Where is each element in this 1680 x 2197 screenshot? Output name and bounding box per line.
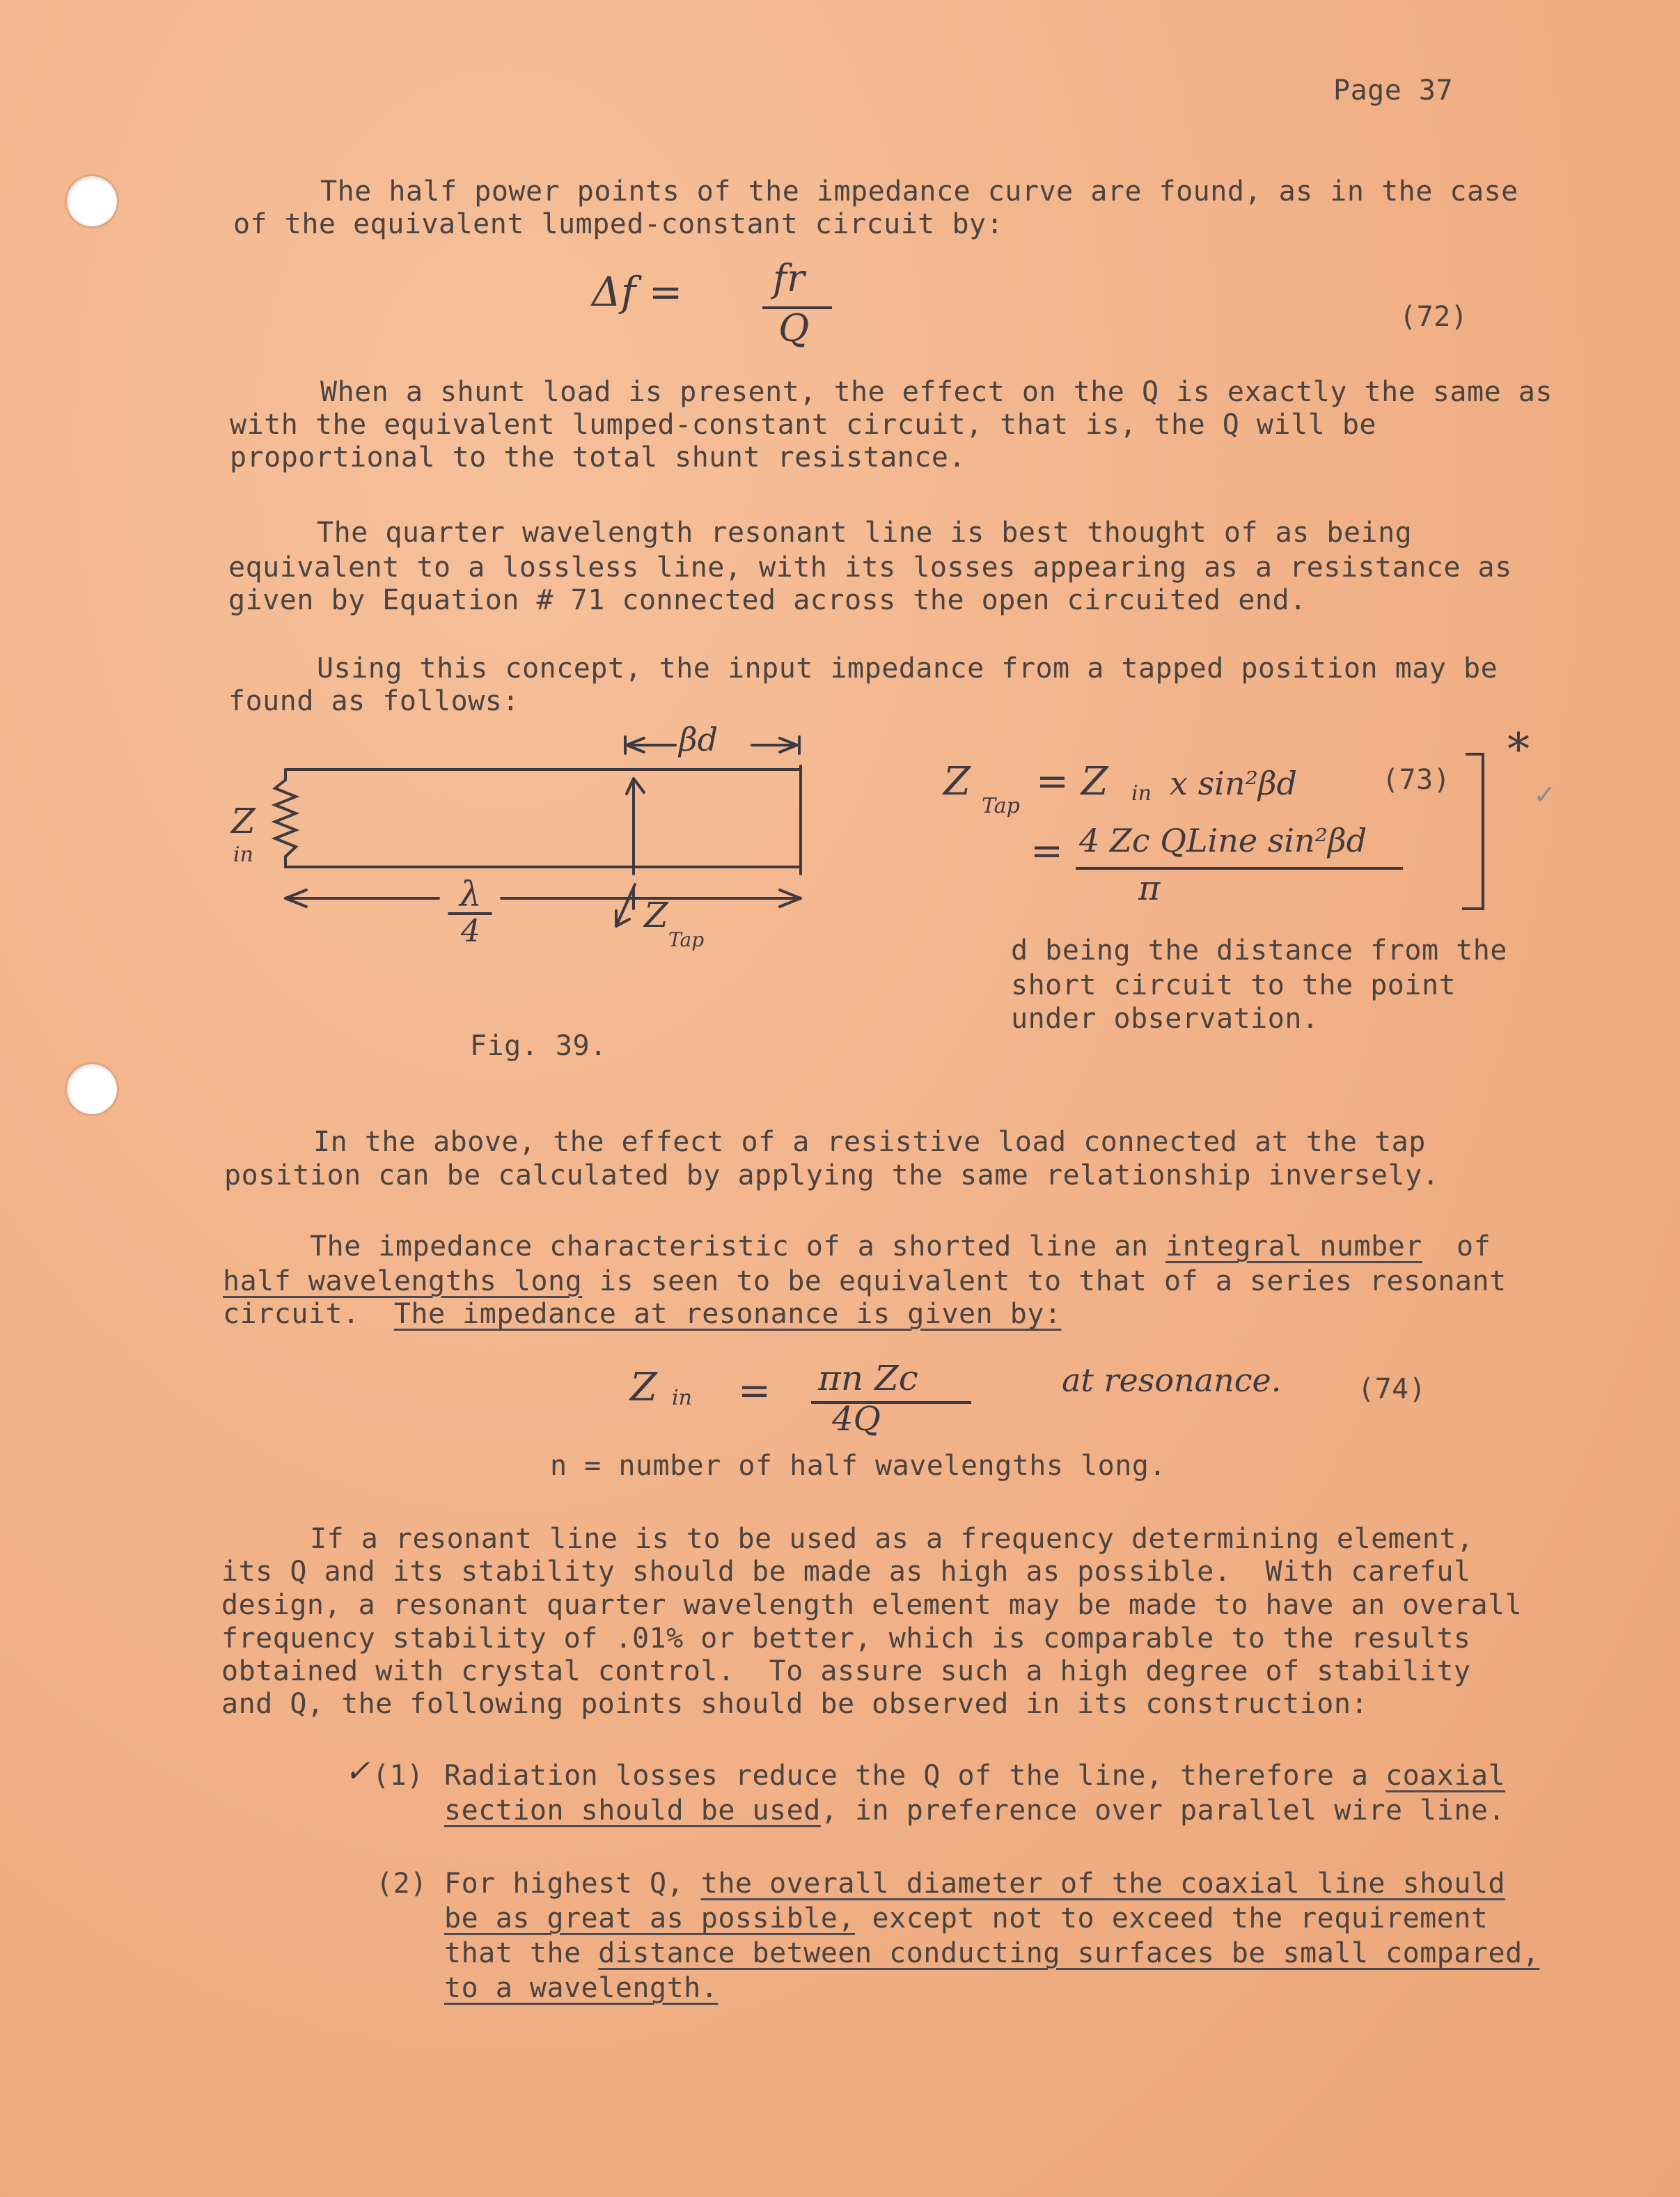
para1-line1: The half power points of the impedance curve are found, as in the case [320,175,1518,208]
eq74-note: at resonance. [1062,1361,1282,1399]
eq72-denominator: Q [778,306,810,350]
eq73-note-line2: short circuit to the point [1011,969,1457,1001]
fig39-zin-sub: in [233,843,253,867]
item2-line1: For highest Q, the overall diameter of the coaxial line should [444,1868,1506,1900]
page-number: Page 37 [1333,75,1454,107]
eq74-equals: = [738,1368,771,1414]
para7-line3: design, a resonant quarter wavelength element may be made to have an overall [221,1589,1523,1621]
eq73-lhs-sub: Tap [982,794,1020,818]
para2-line2: with the equivalent lumped-constant circuit, that is, the Q will be [230,409,1376,441]
punch-hole-top [67,176,117,226]
eq73-note-line3: under observation. [1011,1003,1319,1035]
para6-line3: circuit. The impedance at resonance is given by: [223,1298,1062,1330]
eq74-denominator: 4Q [832,1400,881,1439]
para5-line2: position can be calculated by applying the same relationship inversely. [224,1159,1440,1191]
eq73-line2-equals: = [1030,829,1063,874]
eq73-star: * [1507,724,1530,776]
fig39-beta-d-label: βd [679,721,719,758]
eq73-note-line1: d being the distance from the [1011,935,1507,967]
para2-line1: When a shunt load is present, the effect on the Q is exactly the same as [320,376,1553,408]
fig39-four-label: 4 [461,914,480,949]
eq73-rhs-tail: x sin²βd [1170,765,1297,802]
fig39-lambda-label: λ [460,874,482,914]
item2-number: (2) [376,1868,427,1900]
para2-line3: proportional to the total shunt resistance. [230,441,966,474]
item2-line2: be as great as possible, except not to exceed the requirement [444,1902,1489,1934]
fig39-caption: Fig. 39. [470,1030,607,1062]
eq73-lhs: Z [943,759,971,804]
para6-line1: The impedance characteristic of a shorted line an integral number of [310,1230,1491,1262]
eq73-fraction-bar [1076,867,1403,870]
para1-line2: of the equivalent lumped-constant circuit by: [233,208,1004,240]
eq74-lhs-sub: in [672,1386,692,1410]
eq74-lhs: Z [630,1365,657,1410]
eq72-number: (72) [1399,301,1468,333]
eq72-lhs: Δf = [592,268,683,315]
eq73-check-mark: ✓ [1535,776,1554,812]
eq73-rhs-sub: in [1131,781,1152,806]
eq73-bracket [1459,749,1500,916]
eq73-rhs: = Z [1036,759,1108,804]
para7-line1: If a resonant line is to be used as a frequency determining element, [310,1523,1474,1555]
para7-line4: frequency stability of .01% or better, which is comparable to the results [221,1623,1471,1655]
fig39-diagram [209,724,835,989]
fig39-ztap-label: Z [644,895,668,935]
para4-line1: Using this concept, the input impedance from a tapped position may be [317,652,1498,685]
para3-line3: given by Equation # 71 connected across the open circuited end. [228,584,1307,616]
para7-line6: and Q, the following points should be observed in its construction: [221,1688,1368,1720]
eq74-definition: n = number of half wavelengths long. [550,1450,1166,1482]
item1-number: (1) [372,1760,424,1792]
fig39-zin-label: Z [231,801,256,841]
eq74-number: (74) [1358,1373,1427,1405]
item2-line3: that the distance between conducting surfaces be small compared, [444,1937,1540,1969]
para7-line2: its Q and its stability should be made as high as possible. With careful [221,1556,1471,1588]
item2-line4: to a wavelength. [444,1972,719,2004]
eq73-line2-numerator: 4 Zc QLine sin²βd [1079,822,1367,859]
eq73-number: (73) [1382,764,1451,796]
para3-line1: The quarter wavelength resonant line is best thought of as being [317,517,1413,549]
para5-line1: In the above, the effect of a resistive load connected at the tap [313,1126,1426,1158]
punch-hole-bottom [67,1064,117,1114]
para7-line5: obtained with crystal control. To assure such a high degree of stability [221,1655,1471,1687]
para4-line2: found as follows: [228,685,519,717]
eq73-line2-denominator: π [1138,869,1161,908]
para6-line2: half wavelengths long is seen to be equivalent to that of a series resonant [223,1265,1507,1297]
item1-line2: section should be used, in preference over parallel wire line. [444,1795,1506,1827]
para3-line2: equivalent to a lossless line, with its losses appearing as a resistance as [228,552,1512,584]
item1-line1: Radiation losses reduce the Q of the line, therefore a coaxial [444,1760,1506,1792]
item1-check-mark: ✓ [345,1753,370,1789]
fig39-ztap-sub: Tap [668,928,705,951]
eq72-numerator: fr [773,256,805,300]
eq74-numerator: πn Zc [818,1358,918,1398]
